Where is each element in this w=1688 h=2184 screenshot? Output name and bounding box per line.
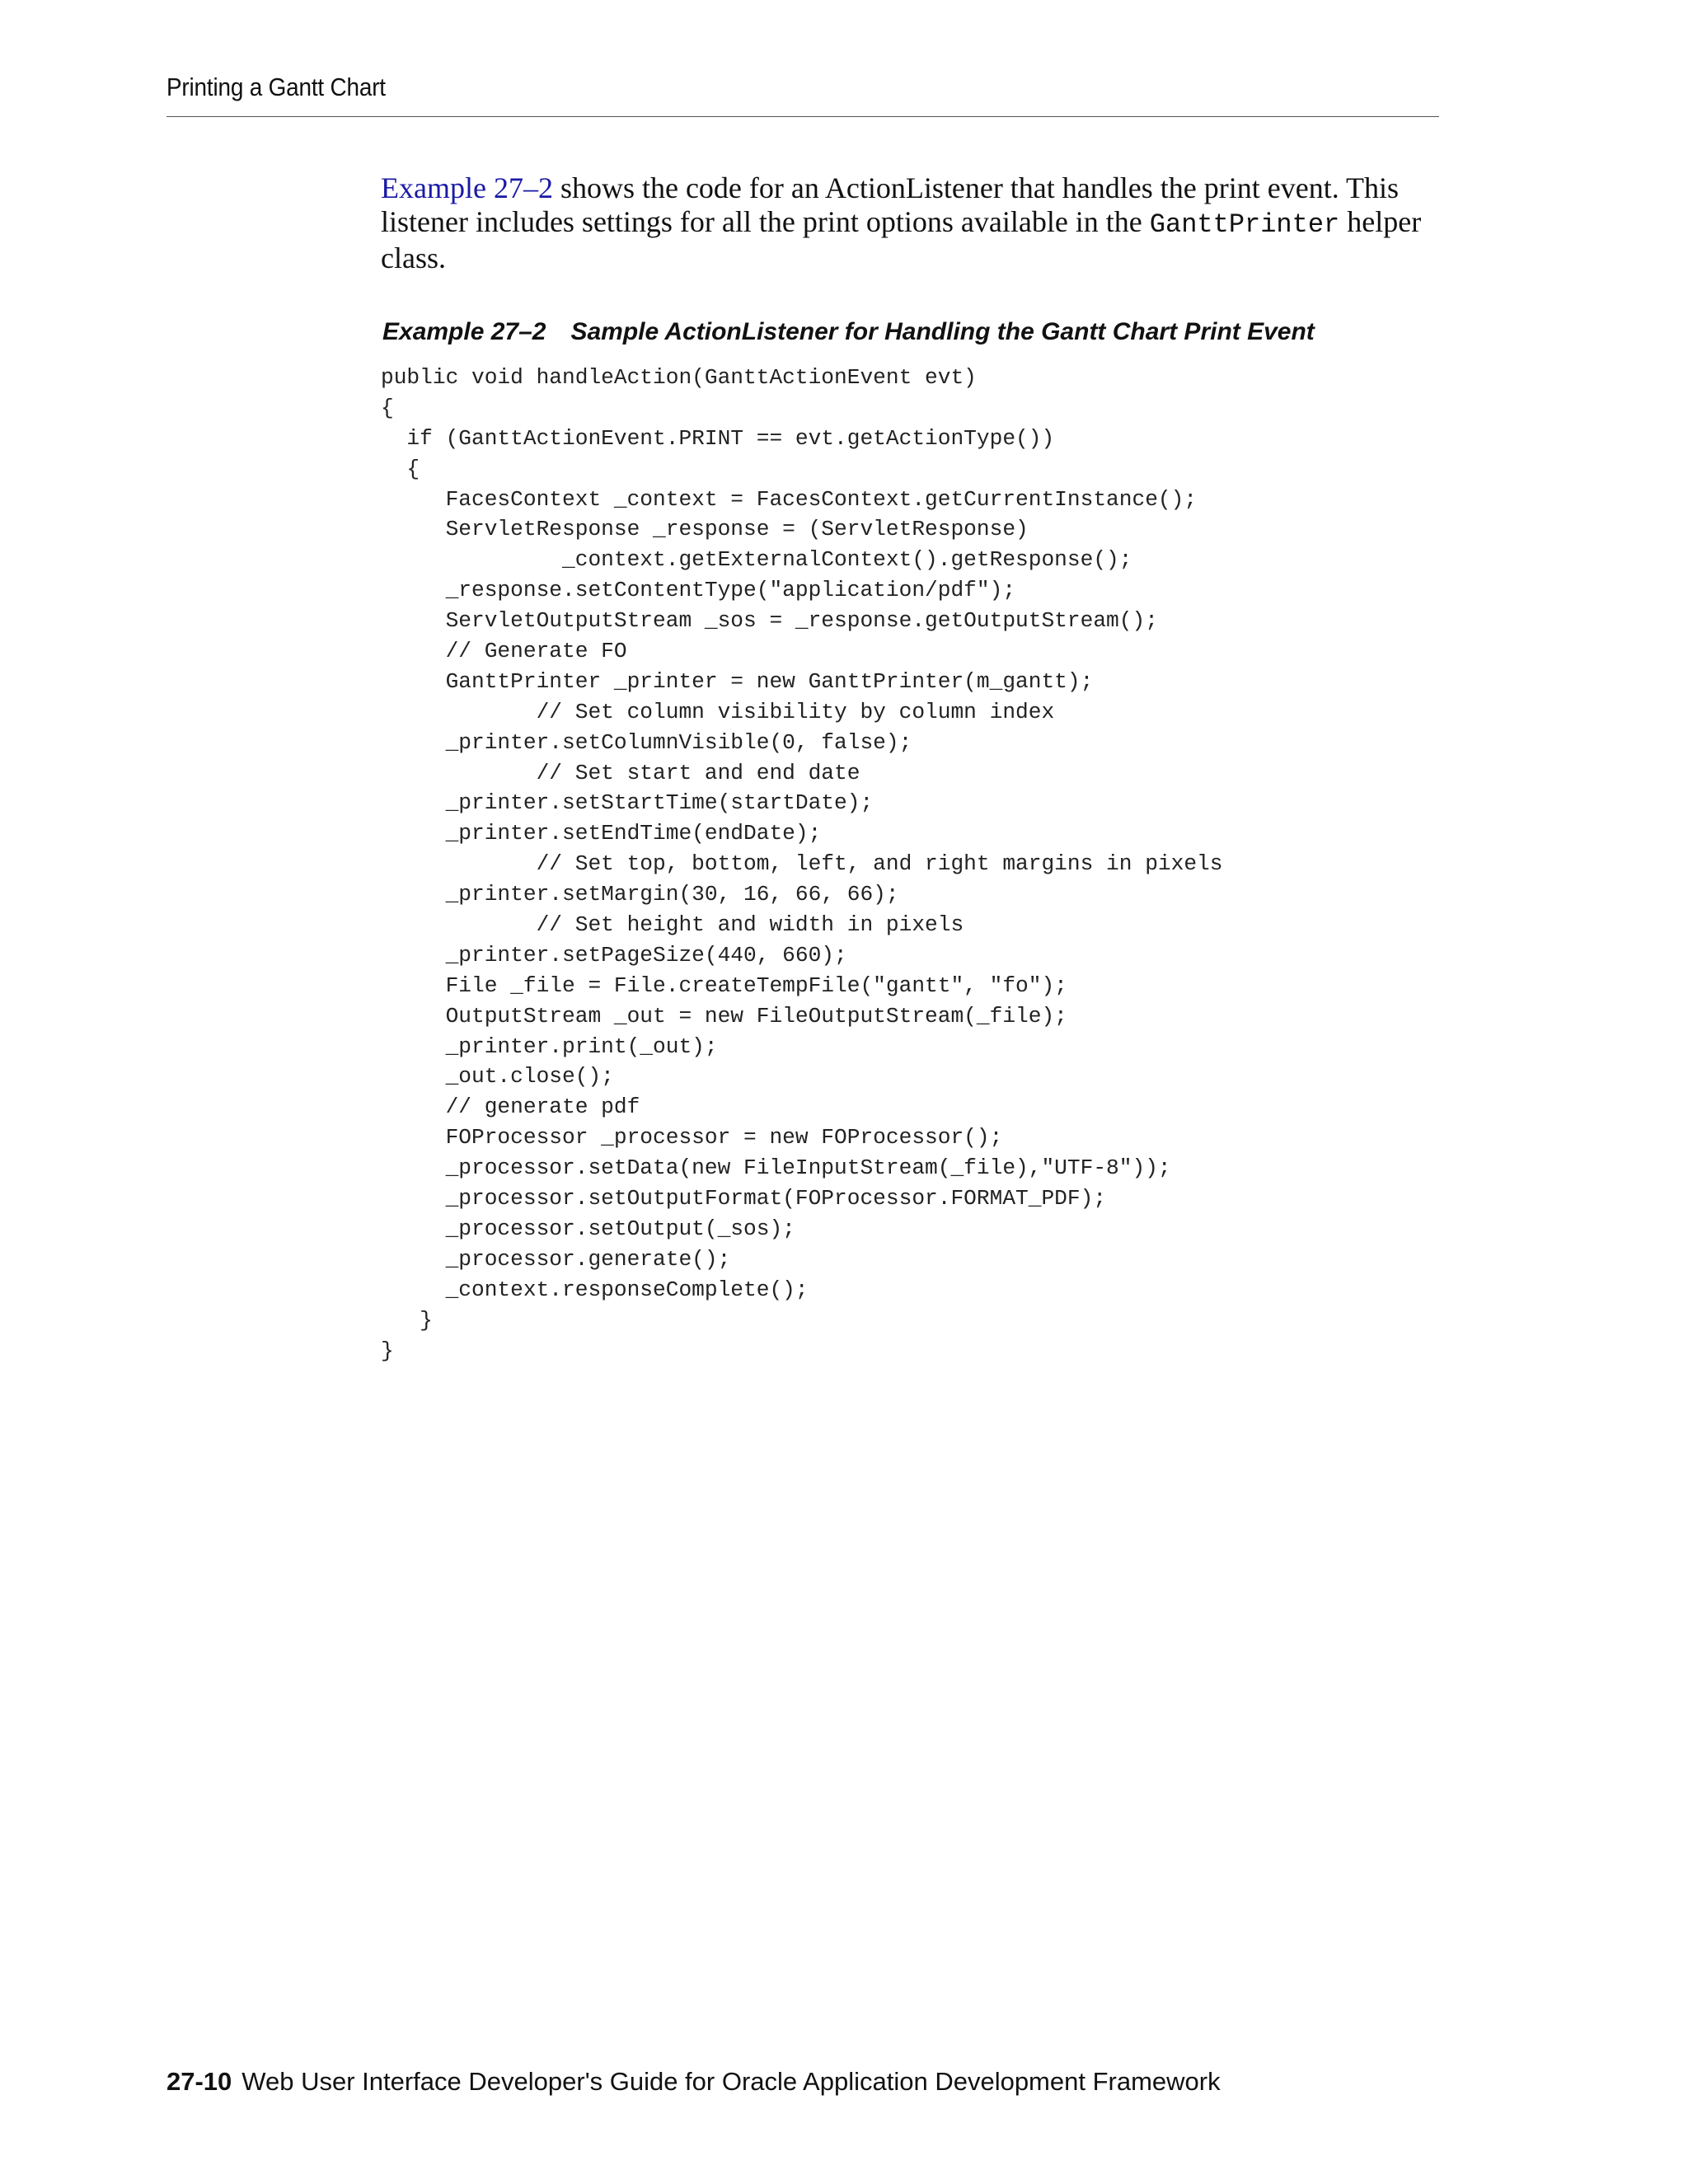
code-line: public void handleAction(GanttActionEvent evt) <box>381 365 977 390</box>
code-line: // Set column visibility by column index <box>381 699 1055 724</box>
code-line: _context.responseComplete(); <box>381 1277 809 1302</box>
code-line: File _file = File.createTempFile("gantt", "fo"); <box>381 972 1067 998</box>
code-line: _processor.setOutput(_sos); <box>381 1216 795 1241</box>
code-line: _printer.setStartTime(startDate); <box>381 790 874 816</box>
code-line: _printer.setColumnVisible(0, false); <box>381 729 912 755</box>
code-line: { <box>381 456 420 481</box>
code-line: _processor.setOutputFormat(FOProcessor.FORMAT_PDF); <box>381 1186 1107 1212</box>
code-line: GanttPrinter _printer = new GanttPrinter(m_gantt); <box>381 668 1094 694</box>
code-line: // Set start and end date <box>381 760 860 785</box>
code-line: _response.setContentType("application/pdf"); <box>381 578 1016 603</box>
running-header: Printing a Gantt Chart <box>166 73 386 101</box>
code-line: _printer.setPageSize(440, 660); <box>381 942 847 968</box>
header-divider <box>166 116 1439 117</box>
code-line: ServletResponse _response = (ServletResponse) <box>381 517 1029 542</box>
code-line: FOProcessor _processor = new FOProcessor(); <box>381 1125 1003 1151</box>
code-line: } <box>381 1307 433 1333</box>
page-footer <box>166 2067 1221 2097</box>
code-line: _processor.generate(); <box>381 1246 731 1272</box>
code-line: _processor.setData(new FileInputStream(_file),"UTF-8")); <box>381 1155 1171 1181</box>
code-line: _printer.print(_out); <box>381 1033 718 1059</box>
code-line: } <box>381 1338 394 1363</box>
inline-code-gantt-printer: GanttPrinter <box>1149 209 1340 240</box>
code-line: _printer.setEndTime(endDate); <box>381 821 822 846</box>
example-caption <box>382 318 1315 346</box>
code-listing <box>381 363 1222 1366</box>
code-line: FacesContext _context = FacesContext.getCurrentInstance(); <box>381 486 1198 512</box>
code-line: // generate pdf <box>381 1094 640 1120</box>
code-line: // Set top, bottom, left, and right margins in pixels <box>381 851 1223 877</box>
example-title: Sample ActionListener for Handling the Gantt Chart Print Event <box>570 318 1315 345</box>
code-line: // Generate FO <box>381 639 627 664</box>
code-line: { <box>381 395 394 420</box>
example-label: Example 27–2 <box>382 318 546 345</box>
code-line: _context.getExternalContext().getResponse(); <box>381 547 1132 573</box>
code-line: ServletOutputStream _sos = _response.getOutputStream(); <box>381 608 1158 634</box>
code-line: _printer.setMargin(30, 16, 66, 66); <box>381 882 899 907</box>
code-line: OutputStream _out = new FileOutputStream(_file); <box>381 1003 1067 1029</box>
example-cross-reference-link[interactable]: Example 27–2 <box>381 171 553 204</box>
book-title: Web User Interface Developer's Guide for Oracle Application Development Framework <box>241 2067 1221 2096</box>
intro-paragraph <box>381 171 1436 275</box>
code-line: _out.close(); <box>381 1064 614 1090</box>
intro-text-after-code: helper class. <box>381 205 1422 274</box>
intro-text-before-code: shows the code for an ActionListener that handles the print event. This listener includes settings for all the print options available in the <box>381 171 1400 238</box>
page-number: 27-10 <box>166 2067 232 2096</box>
code-line: // Set height and width in pixels <box>381 912 964 938</box>
code-line: if (GanttActionEvent.PRINT == evt.getActionType()) <box>381 425 1055 451</box>
